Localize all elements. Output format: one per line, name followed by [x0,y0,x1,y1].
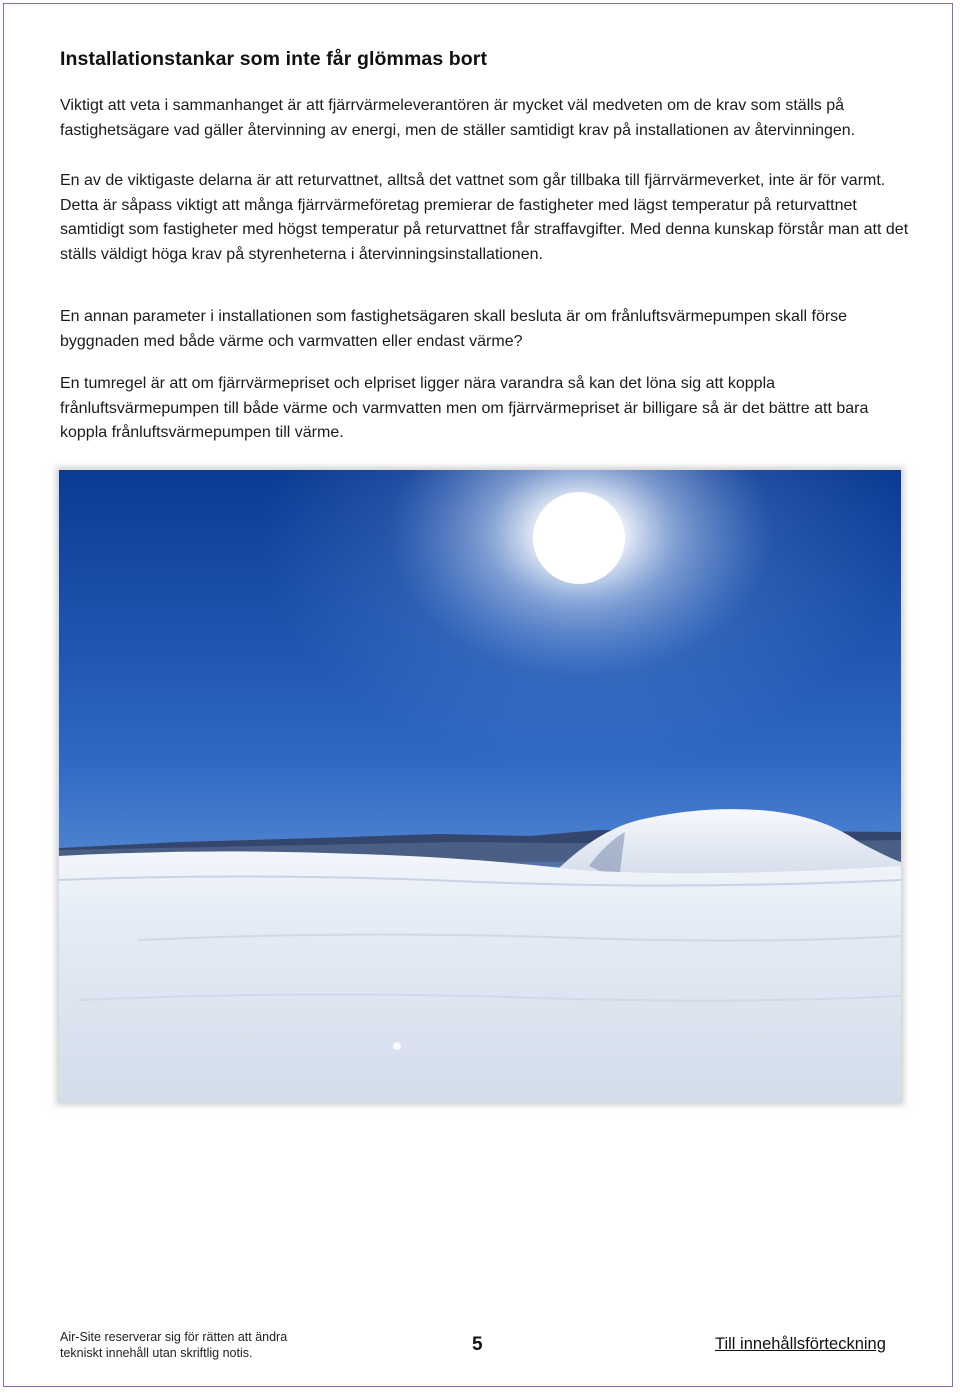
table-of-contents-link[interactable]: Till innehållsförteckning [715,1335,886,1353]
footer-disclaimer-line-2: tekniskt innehåll utan skriftlig notis. [60,1346,253,1360]
snowy-mountain-photo [59,470,901,1102]
paragraph-2: En av de viktigaste delarna är att returvattnet, alltså det vattnet som går tillbaka till fjärrvärmeverket, inte är för varmt. Detta är såpass viktigt att många fjärrvärmeföretag premierar de fastigheter med lägst temperatur på returvattnet samtidigt som fastigheter med högst temperatur på returvattnet får straffavgifter. Med denna kunskap förstår man att det ställs väldigt höga krav på styrenheterna i återvinningsinstallationen. [60,172,909,263]
paragraph-1: Viktigt att veta i sammanhanget är att fjärrvärmeleverantören är mycket väl medveten om de krav som ställs på fastighetsägare vad gäller återvinning av energi, men de ställer samtidigt krav på installationen av återvinningen. [60,97,856,139]
paragraph-4: En tumregel är att om fjärrvärmepriset och elpriset ligger nära varandra så kan det löna sig att koppla frånluftsvärmepumpen till både värme och varmvatten men om fjärrvärmepriset är billigare så är det bättre att bara koppla frånluftsvärmepumpen till värme. [60,375,869,441]
footer-disclaimer-line-1: Air-Site reserverar sig för rätten att ändra [60,1330,288,1344]
page-number: 5 [472,1334,483,1355]
paragraph-3: En annan parameter i installationen som fastighetsägaren skall besluta är om frånluftsvärmepumpen skall förse byggnaden med både värme och varmvatten eller endast värme? [60,308,848,350]
footer-disclaimer [60,1329,287,1361]
page-heading: Installationstankar som inte får glömmas bort [60,48,488,70]
